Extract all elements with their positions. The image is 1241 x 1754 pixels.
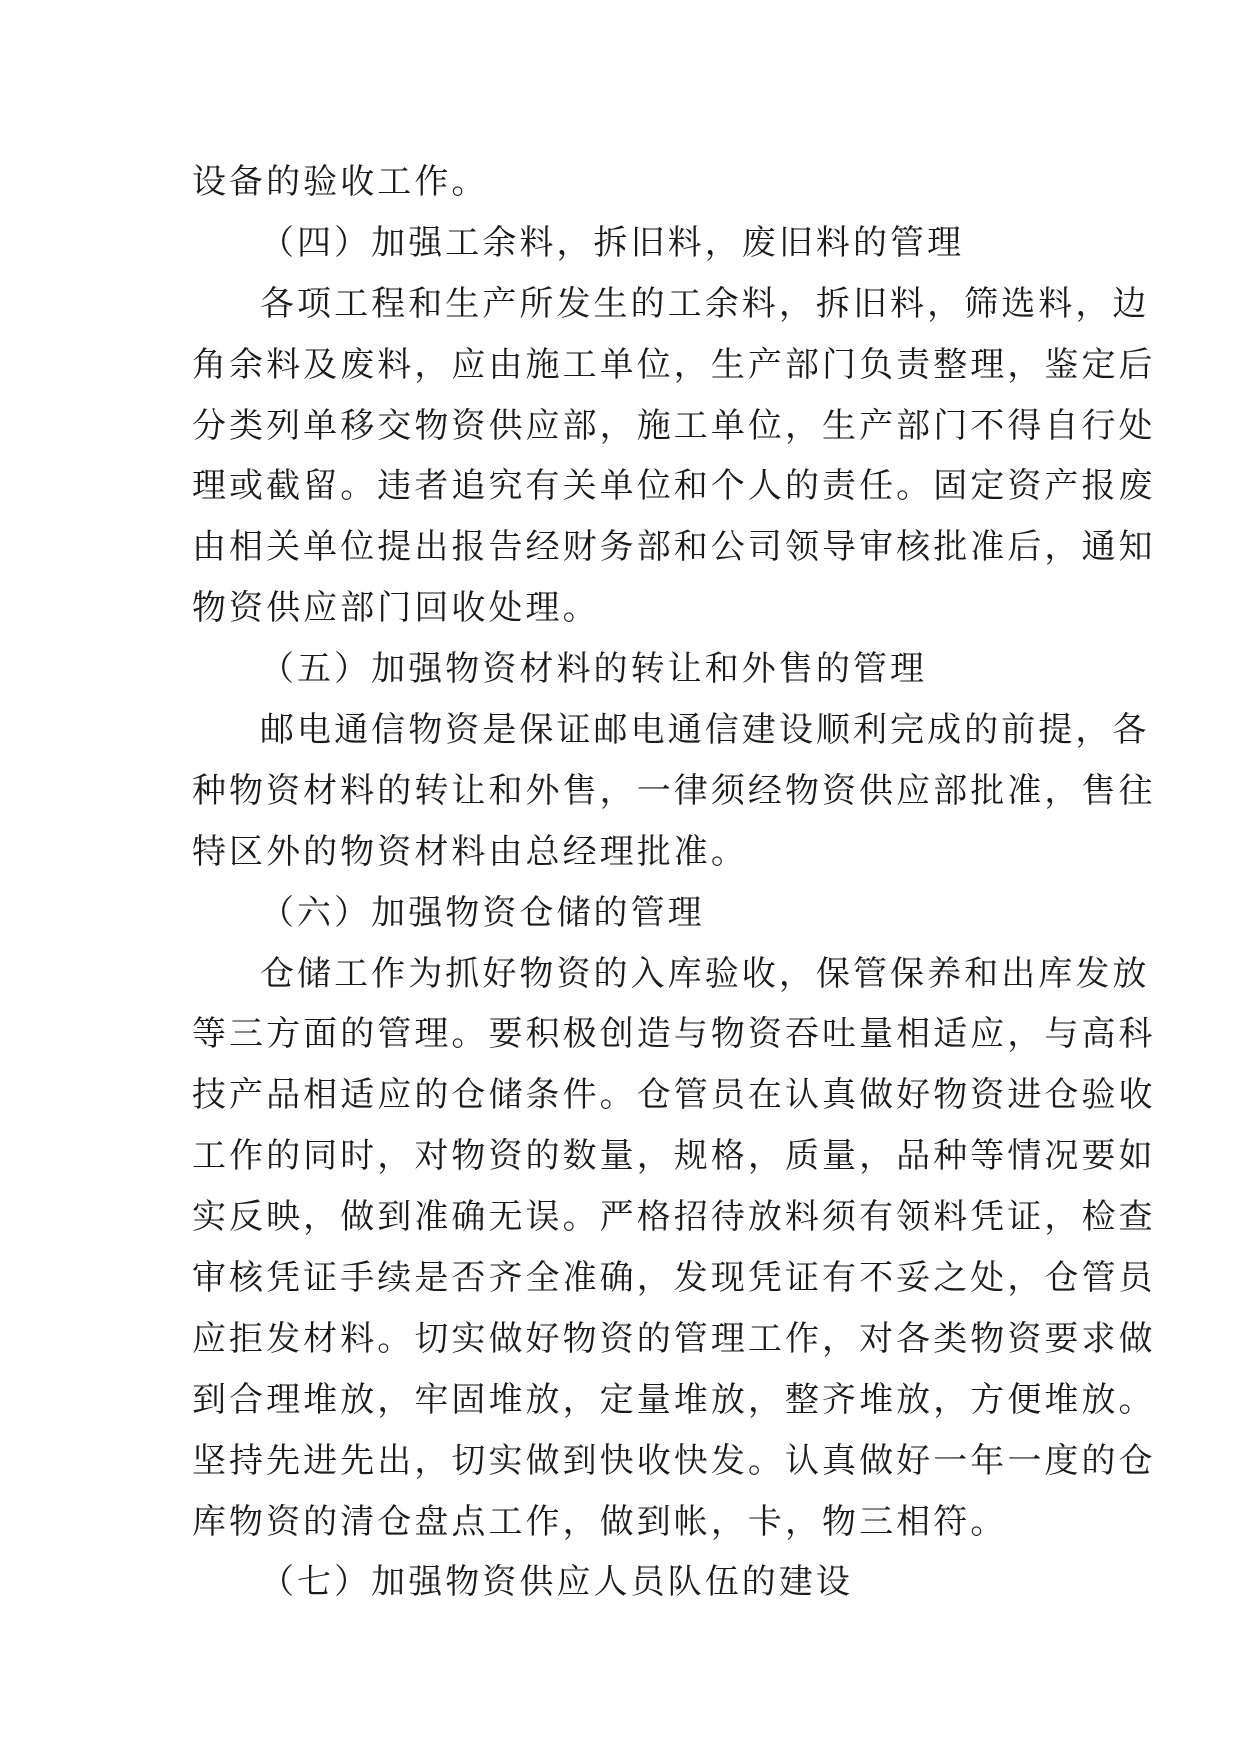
text-line: 审核凭证手续是否齐全准确，发现凭证有不妥之处，仓管员 [192,1258,1156,1299]
text-line: 到合理堆放，牢固堆放，定量堆放，整齐堆放，方便堆放。 [192,1379,1156,1420]
section-heading: （五）加强物资材料的转让和外售的管理 [260,649,928,690]
text-line: 各项工程和生产所发生的工余料，拆旧料，筛选料，边 [260,283,1150,324]
text-line: 工作的同时，对物资的数量，规格，质量，品种等情况要如 [192,1136,1156,1177]
text-line: 分类列单移交物资供应部，施工单位，生产部门不得自行处 [192,405,1156,446]
text-line: 实反映，做到准确无误。严格招待放料须有领料凭证，检查 [192,1197,1156,1238]
section-heading: （四）加强工余料，拆旧料，废旧料的管理 [260,222,965,263]
section-heading: （六）加强物资仓储的管理 [260,892,705,933]
text-line: 设备的验收工作。 [192,162,489,202]
text-line: 技产品相适应的仓储条件。仓管员在认真做好物资进仓验收 [192,1075,1156,1116]
text-line: 种物资材料的转让和外售，一律须经物资供应部批准，售往 [192,770,1156,811]
text-line: 等三方面的管理。要积极创造与物资吞吐量相适应，与高科 [192,1014,1156,1055]
text-line: 理或截留。违者追究有关单位和个人的责任。固定资产报废 [192,466,1156,507]
text-line: 由相关单位提出报告经财务部和公司领导审核批准后，通知 [192,527,1156,568]
text-line: 物资供应部门回收处理。 [192,588,600,629]
text-line: 应拒发材料。切实做好物资的管理工作，对各类物资要求做 [192,1318,1156,1359]
text-line: 邮电通信物资是保证邮电通信建设顺利完成的前提，各 [260,710,1150,751]
text-line: 角余料及废料，应由施工单位，生产部门负责整理，鉴定后 [192,344,1156,385]
text-line: 库物资的清仓盘点工作，做到帐，卡，物三相符。 [192,1501,1008,1542]
text-line: 坚持先进先出，切实做到快收快发。认真做好一年一度的仓 [192,1440,1156,1481]
document-body [192,152,1156,1613]
text-line: 仓储工作为抓好物资的入库验收，保管保养和出库发放 [260,953,1150,994]
text-line: 特区外的物资材料由总经理批准。 [192,831,748,872]
section-heading: （七）加强物资供应人员队伍的建设 [260,1562,853,1603]
